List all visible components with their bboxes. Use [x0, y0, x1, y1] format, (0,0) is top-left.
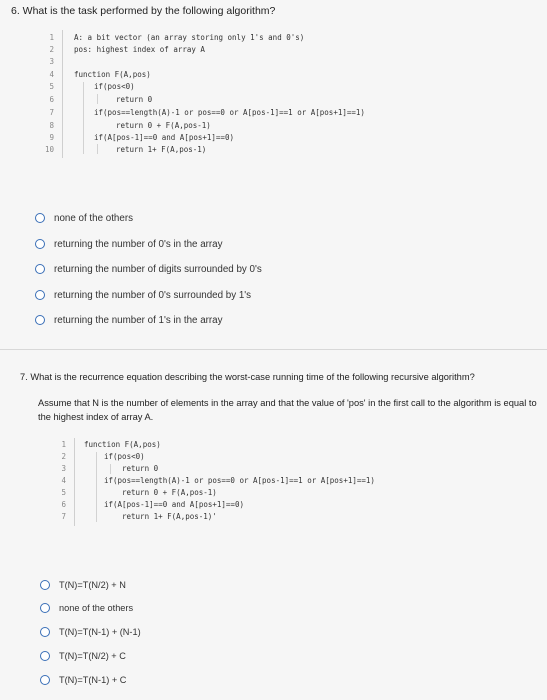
- radio-button-icon[interactable]: [35, 290, 45, 300]
- code-line: if(A[pos-1]==0 and A[pos+1]==0): [94, 133, 234, 142]
- q7-option-tn-n2-plus-c[interactable]: [40, 648, 126, 664]
- line-number: 1: [61, 440, 66, 449]
- line-number: 9: [49, 133, 54, 142]
- option-label: returning the number of 0's surrounded by 1's: [54, 289, 252, 301]
- code-line: return 0: [122, 464, 159, 473]
- q7-option-tn-n1-plus-c[interactable]: [40, 672, 126, 688]
- question-7-code-block: [52, 438, 522, 530]
- code-line: if(pos<0): [94, 82, 135, 91]
- line-number: 2: [61, 452, 66, 461]
- code-line: if(pos==length(A)-1 or pos==0 or A[pos-1]==1 or A[pos+1]==1): [94, 108, 365, 117]
- radio-button-icon[interactable]: [35, 213, 45, 223]
- option-label: returning the number of digits surrounded by 0's: [54, 263, 262, 275]
- q6-option-zeros-surrounded-by-ones[interactable]: [35, 287, 251, 303]
- line-number: 8: [49, 121, 54, 130]
- line-number: 4: [61, 476, 66, 485]
- code-line: return 1+ F(A,pos-1): [116, 145, 207, 154]
- radio-button-icon[interactable]: [40, 675, 50, 685]
- line-number: 10: [44, 145, 54, 154]
- line-number: 2: [49, 45, 54, 54]
- line-number: 4: [49, 70, 54, 79]
- line-number: 6: [49, 95, 54, 104]
- option-label: T(N)=T(N/2) + N: [59, 580, 126, 590]
- code-line: return 0 + F(A,pos-1): [116, 121, 211, 130]
- question-divider: [0, 349, 547, 350]
- line-number: 7: [61, 512, 66, 521]
- question-7-prompt: 7. What is the recurrence equation describing the worst-case running time of the following recursive algorithm?: [20, 372, 475, 382]
- q7-option-tn-n1-plus-n1[interactable]: [40, 624, 141, 640]
- question-6-prompt: 6. What is the task performed by the following algorithm?: [11, 5, 276, 17]
- q6-option-number-of-zeros[interactable]: [35, 236, 223, 252]
- q6-option-number-of-ones[interactable]: [35, 312, 223, 328]
- line-number: 3: [49, 57, 54, 66]
- radio-button-icon[interactable]: [40, 580, 50, 590]
- indent-guide: [83, 82, 84, 154]
- indent-guide: [97, 144, 98, 154]
- code-line: if(A[pos-1]==0 and A[pos+1]==0): [104, 500, 244, 509]
- radio-button-icon[interactable]: [35, 239, 45, 249]
- option-label: T(N)=T(N-1) + C: [59, 675, 127, 685]
- radio-button-icon[interactable]: [35, 264, 45, 274]
- code-line: function F(A,pos): [74, 70, 151, 79]
- indent-guide: [96, 452, 97, 522]
- option-label: T(N)=T(N/2) + C: [59, 651, 126, 661]
- radio-button-icon[interactable]: [40, 651, 50, 661]
- indent-guide: [110, 464, 111, 474]
- code-line: pos: highest index of array A: [74, 45, 205, 54]
- option-label: none of the others: [59, 603, 134, 613]
- q6-option-digits-surrounded-by-zeros[interactable]: [35, 261, 262, 277]
- option-label: returning the number of 0's in the array: [54, 238, 223, 250]
- q6-option-none-of-the-others[interactable]: [35, 210, 133, 226]
- q7-option-none-of-the-others[interactable]: [40, 600, 133, 616]
- option-label: returning the number of 1's in the array: [54, 314, 223, 326]
- radio-button-icon[interactable]: [40, 627, 50, 637]
- code-line: function F(A,pos): [84, 440, 161, 449]
- line-number: 7: [49, 108, 54, 117]
- code-line: A: a bit vector (an array storing only 1's and 0's): [74, 33, 305, 42]
- option-label: none of the others: [54, 212, 133, 224]
- line-number: 3: [61, 464, 66, 473]
- question-6-code-block: [40, 30, 520, 160]
- code-line: return 1+ F(A,pos-1)': [122, 512, 217, 521]
- code-line: return 0: [116, 95, 153, 104]
- q7-option-tn-n2-plus-n[interactable]: [40, 577, 126, 593]
- option-label: T(N)=T(N-1) + (N-1): [59, 627, 141, 637]
- radio-button-icon[interactable]: [40, 603, 50, 613]
- code-line: return 0 + F(A,pos-1): [122, 488, 217, 497]
- question-7-assumption: Assume that N is the number of elements in the array and that the value of 'pos' in the first call to the algorithm is equal to the highest index of array A.: [38, 398, 537, 422]
- line-number: 6: [61, 500, 66, 509]
- code-line: if(pos==length(A)-1 or pos==0 or A[pos-1]==1 or A[pos+1]==1): [104, 476, 375, 485]
- line-number: 1: [49, 33, 54, 42]
- indent-guide: [97, 94, 98, 104]
- code-gutter-divider: [62, 30, 63, 158]
- line-number: 5: [61, 488, 66, 497]
- line-number: 5: [49, 82, 54, 91]
- code-gutter-divider: [74, 438, 75, 526]
- code-line: if(pos<0): [104, 452, 145, 461]
- radio-button-icon[interactable]: [35, 315, 45, 325]
